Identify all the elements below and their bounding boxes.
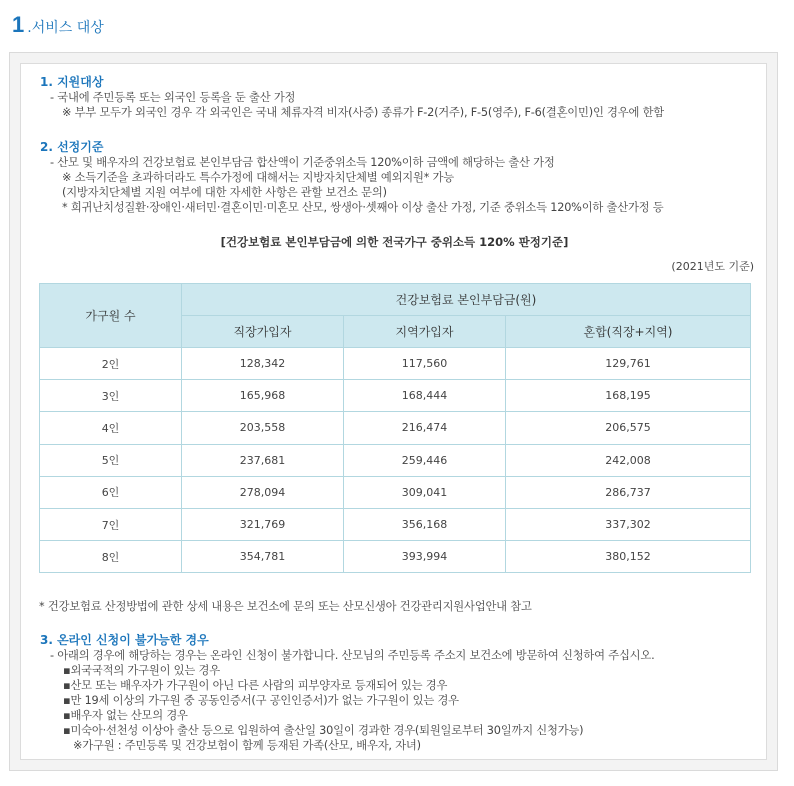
header-household-size: 가구원 수	[40, 284, 182, 348]
cell-employee: 237,681	[182, 444, 344, 476]
cell-employee: 203,558	[182, 412, 344, 444]
cell-household-size: 4인	[40, 412, 182, 444]
table-row	[40, 412, 751, 444]
page-title: .서비스 대상	[27, 20, 104, 36]
cell-mixed: 168,195	[506, 380, 751, 412]
cell-household-size: 5인	[40, 444, 182, 476]
table-basis-year: (2021년도 기준)	[671, 260, 754, 273]
list-item: ▪미숙아·선천성 이상아 출산 등으로 입원하여 출산일 30일이 경과한 경우(퇴원일로부터 30일까지 신청가능)	[63, 724, 584, 737]
cell-household-size: 2인	[40, 348, 182, 380]
table-footnote: * 건강보험료 산정방법에 관한 상세 내용은 보건소에 문의 또는 산모신생아 건강관리지원사업안내 참고	[39, 600, 532, 613]
income-criteria-table	[39, 283, 751, 573]
eligibility-note: ※ 부부 모두가 외국인 경우 각 외국인은 국내 체류자격 비자(사증) 종류가 F-2(거주), F-5(영주), F-6(결혼이민)인 경우에 한함	[62, 106, 664, 119]
cell-employee: 128,342	[182, 348, 344, 380]
cell-mixed: 206,575	[506, 412, 751, 444]
section-title-offline-cases: 3. 온라인 신청이 불가능한 경우	[40, 633, 209, 647]
criteria-note-exceptions: * 희귀난치성질환·장애인·새터민·결혼이민·미혼모 산모, 쌍생아·셋째아 이상 출산 가정, 기준 중위소득 120%이하 출산가정 등	[62, 201, 664, 214]
table-row	[40, 348, 751, 380]
cell-local: 309,041	[344, 476, 506, 508]
cell-employee: 354,781	[182, 541, 344, 573]
cell-employee: 321,769	[182, 508, 344, 540]
section-title-criteria: 2. 선정기준	[40, 140, 104, 154]
cell-household-size: 7인	[40, 508, 182, 540]
header-employee: 직장가입자	[182, 316, 344, 348]
content-box	[20, 63, 767, 760]
bullet-icon: ▪	[63, 664, 71, 677]
cell-local: 168,444	[344, 380, 506, 412]
cell-mixed: 337,302	[506, 508, 751, 540]
cell-employee: 165,968	[182, 380, 344, 412]
cell-household-size: 8인	[40, 541, 182, 573]
section-number: 1	[12, 12, 25, 37]
header-local: 지역가입자	[344, 316, 506, 348]
header-premium-group: 건강보험료 본인부담금(원)	[182, 284, 751, 316]
content-frame	[9, 52, 778, 771]
cell-mixed: 380,152	[506, 541, 751, 573]
table-row	[40, 508, 751, 540]
cell-local: 393,994	[344, 541, 506, 573]
criteria-note: ※ 소득기준을 초과하더라도 특수가정에 대해서는 지방자치단체별 예외지원* 가능	[62, 171, 454, 184]
bullet-icon: ▪	[63, 709, 71, 722]
bullet-icon: ▪	[63, 724, 71, 737]
cell-household-size: 3인	[40, 380, 182, 412]
household-note: ※가구원 : 주민등록 및 건강보험이 함께 등재된 가족(산모, 배우자, 자녀)	[73, 739, 421, 752]
list-item: ▪산모 또는 배우자가 가구원이 아닌 다른 사람의 피부양자로 등재되어 있는 경우	[63, 679, 448, 692]
offline-intro: - 아래의 경우에 해당하는 경우는 온라인 신청이 불가합니다. 산모님의 주민등록 주소지 보건소에 방문하여 신청하여 주십시오.	[50, 649, 655, 662]
table-row	[40, 476, 751, 508]
cell-local: 356,168	[344, 508, 506, 540]
table-title: [건강보험료 본인부담금에 의한 전국가구 중위소득 120% 판정기준]	[220, 235, 569, 249]
cell-employee: 278,094	[182, 476, 344, 508]
cell-mixed: 286,737	[506, 476, 751, 508]
section-title-eligibility: 1. 지원대상	[40, 75, 104, 89]
cell-local: 259,446	[344, 444, 506, 476]
bullet-icon: ▪	[63, 679, 71, 692]
cell-mixed: 242,008	[506, 444, 751, 476]
list-item: ▪배우자 없는 산모의 경우	[63, 709, 188, 722]
bullet-icon: ▪	[63, 694, 71, 707]
table-row	[40, 541, 751, 573]
criteria-line: - 산모 및 배우자의 건강보험료 본인부담금 합산액이 기준중위소득 120%이하 금액에 해당하는 출산 가정	[50, 156, 555, 169]
criteria-note-inquiry: (지방자치단체별 지원 여부에 대한 자세한 사항은 관할 보건소 문의)	[62, 186, 387, 199]
table-row	[40, 444, 751, 476]
cell-local: 216,474	[344, 412, 506, 444]
cell-mixed: 129,761	[506, 348, 751, 380]
page-heading	[12, 12, 104, 42]
cell-local: 117,560	[344, 348, 506, 380]
header-mixed: 혼합(직장+지역)	[506, 316, 751, 348]
list-item: ▪만 19세 이상의 가구원 중 공동인증서(구 공인인증서)가 없는 가구원이 있는 경우	[63, 694, 459, 707]
table-row	[40, 380, 751, 412]
eligibility-line: - 국내에 주민등록 또는 외국인 등록을 둔 출산 가정	[50, 91, 296, 104]
list-item: ▪외국국적의 가구원이 있는 경우	[63, 664, 220, 677]
cell-household-size: 6인	[40, 476, 182, 508]
